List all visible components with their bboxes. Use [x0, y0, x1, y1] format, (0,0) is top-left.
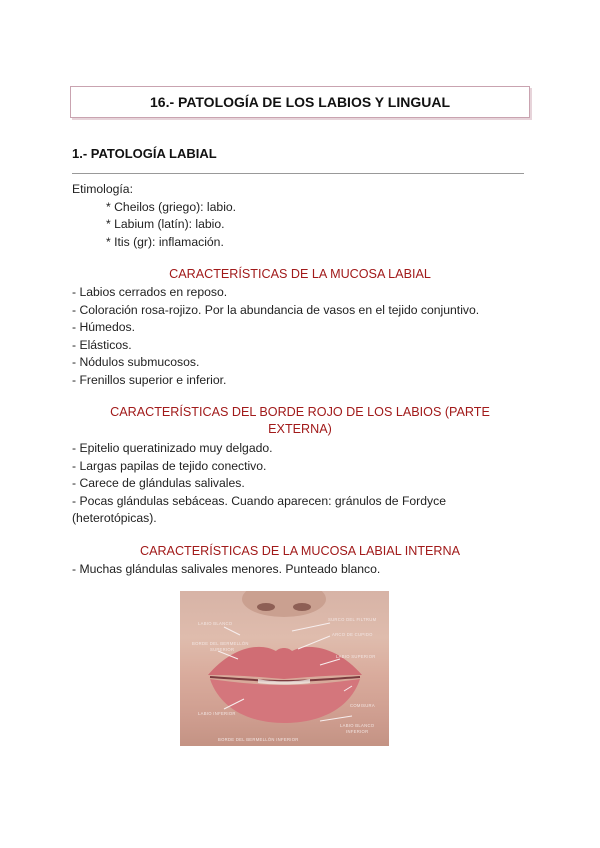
borde-rojo-list: [72, 440, 532, 528]
photo-label: ARCO DE CUPIDO: [332, 632, 373, 637]
subheading-mucosa-labial: CARACTERÍSTICAS DE LA MUCOSA LABIAL: [169, 267, 431, 281]
mucosa-labial-list: [72, 284, 532, 389]
list-item: - Labios cerrados en reposo.: [72, 285, 228, 299]
divider: [72, 173, 524, 174]
list-item: - Coloración rosa-rojizo. Por la abundancia de vasos en el tejido conjuntivo.: [72, 302, 480, 317]
list-item: - Frenillos superior e inferior.: [72, 372, 227, 387]
list-item: (heterotópicas).: [72, 511, 157, 525]
etymology-block: [72, 181, 236, 251]
list-item: * Itis (gr): inflamación.: [106, 234, 224, 249]
page-title: 16.- PATOLOGÍA DE LOS LABIOS Y LINGUAL: [70, 86, 530, 118]
arrow: [292, 623, 330, 631]
photo-label: LABIO INFERIOR: [198, 711, 236, 716]
nostril-left: [257, 603, 275, 611]
lips-anatomy-photo: [180, 591, 389, 746]
nose-shape: [242, 591, 326, 617]
photo-label: LABIO BLANCO: [198, 621, 233, 626]
photo-label: SUPERIOR: [210, 647, 235, 652]
lower-lip: [210, 679, 360, 723]
photo-label: LABIO BLANCO: [340, 723, 375, 728]
etymology-label: Etimología:: [72, 182, 133, 196]
photo-label: BORDE DEL BERMELLÓN: [192, 641, 249, 646]
list-item: - Epitelio queratinizado muy delgado.: [72, 441, 273, 455]
nostril-right: [293, 603, 311, 611]
list-item: - Muchas glándulas salivales menores. Punteado blanco.: [72, 562, 381, 576]
subheading-line: EXTERNA): [268, 422, 332, 436]
arrow: [298, 636, 330, 649]
subheading-mucosa-interna: CARACTERÍSTICAS DE LA MUCOSA LABIAL INTERNA: [139, 544, 461, 558]
subheading-line: CARACTERÍSTICAS DEL BORDE ROJO DE LOS LABIOS (PARTE: [110, 405, 490, 419]
mucosa-interna-list: [72, 561, 532, 579]
list-item: - Nódulos submucosos.: [72, 355, 200, 369]
photo-label: LABIO SUPERIOR: [336, 654, 376, 659]
arrow: [320, 716, 352, 721]
photo-label: COMISURA: [350, 703, 375, 708]
photo-label: BORDE DEL BERMELLÓN INFERIOR: [218, 737, 299, 742]
list-item: - Pocas glándulas sebáceas. Cuando aparecen: gránulos de Fordyce: [72, 493, 446, 508]
list-item: - Elásticos.: [72, 337, 132, 352]
list-item: * Labium (latín): labio.: [106, 217, 225, 231]
list-item: * Cheilos (griego): labio.: [106, 199, 237, 214]
list-item: - Carece de glándulas salivales.: [72, 476, 245, 490]
photo-label: SURCO DEL FILTRUM: [328, 617, 377, 622]
subheading-borde-rojo: [72, 404, 528, 438]
list-item: - Largas papilas de tejido conectivo.: [72, 458, 267, 473]
arrow: [224, 627, 240, 635]
section-heading: 1.- PATOLOGÍA LABIAL: [72, 146, 217, 161]
list-item: - Húmedos.: [72, 320, 135, 334]
photo-label: INFERIOR: [346, 729, 369, 734]
